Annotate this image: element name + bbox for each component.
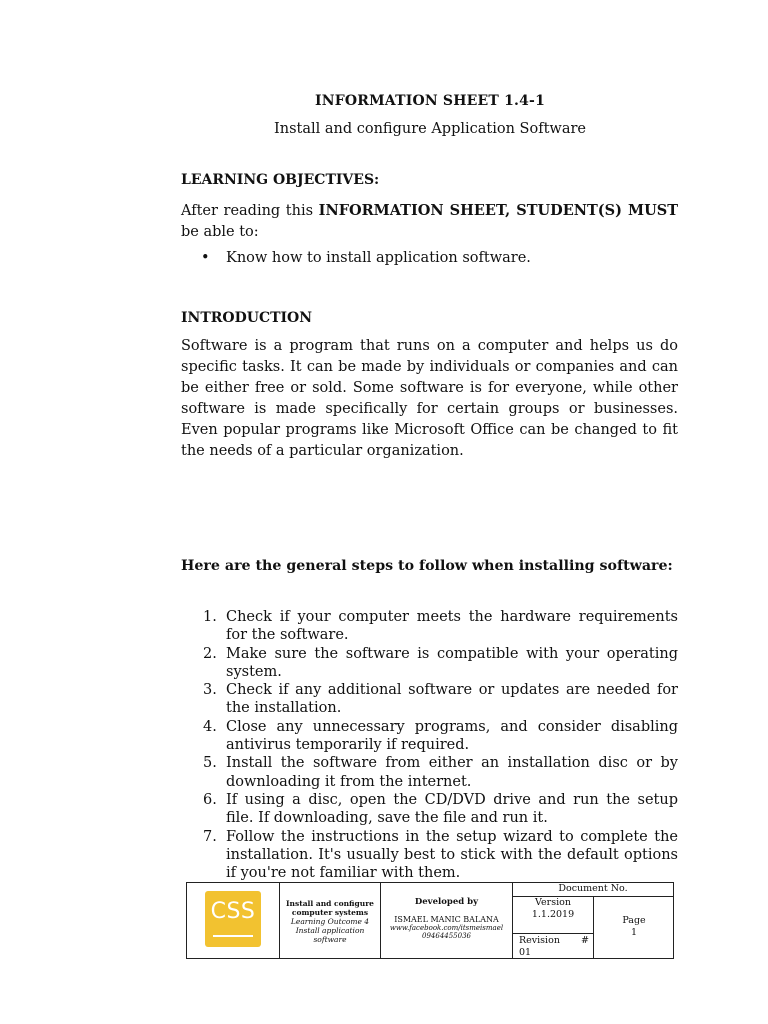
version-value: 1.1.2019 [531, 909, 575, 920]
revision-label-row [519, 935, 591, 947]
revision-cell [519, 935, 591, 959]
list-item [181, 718, 678, 755]
developer-phone: 09464455036 [422, 932, 471, 940]
list-item [181, 791, 678, 828]
document-footer-table [186, 882, 674, 959]
step-text: Close any unnecessary programs, and consider disabling antivirus temporarily if required. [226, 718, 678, 754]
revision-label: Revision [519, 935, 560, 946]
page-number: 1 [630, 927, 638, 938]
step-text: Make sure the software is compatible with your operating system. [226, 645, 678, 680]
sheet-title: INFORMATION SHEET 1.4-1 [314, 93, 546, 109]
objectives-intro-bold: INFORMATION SHEET, STUDENT(S) MUST [318, 202, 678, 219]
developer-url: www.facebook.com/itsmeismael [389, 924, 504, 932]
version-cell [513, 897, 593, 921]
version-label: Version [535, 897, 571, 908]
developer-info [381, 897, 512, 940]
module-title: Install and configure computer systems [286, 899, 374, 917]
css-logo-text: CSS [210, 899, 256, 924]
lo-title: Install application software [295, 926, 365, 944]
bullet-icon: • [201, 250, 210, 266]
list-item [181, 681, 678, 718]
learning-outcome: Learning Outcome 4 [290, 917, 370, 926]
revision-value: 01 [519, 947, 532, 958]
step-number: 4. [203, 718, 217, 735]
step-number: 5. [203, 755, 217, 772]
objectives-intro-suffix: be able to: [181, 224, 259, 240]
objectives-intro [181, 200, 678, 243]
introduction-body: Software is a program that runs on a computer and helps us do specific tasks. It can be made by individuals or companies and can be either free or sold. Some software is for everyone, while other software is made specifically for certain groups or businesses. Even popular programs like Microsoft Office can be changed to fit the needs of a particular organization. [181, 338, 678, 459]
css-logo-underline [213, 935, 253, 937]
step-text: Follow the instructions in the setup wizard to complete the installation. It's usually best to stick with the default options if you're not familiar with them. [226, 828, 678, 882]
step-text: Install the software from either an installation disc or by downloading it from the internet. [226, 755, 678, 790]
footer-row-divider [512, 933, 593, 934]
objective-text: Know how to install application software. [226, 250, 531, 266]
step-number: 7. [203, 828, 217, 845]
list-item [181, 645, 678, 682]
steps-heading: Here are the general steps to follow when installing software: [181, 558, 673, 574]
page-label: Page [622, 915, 646, 926]
list-item [181, 754, 678, 791]
step-number: 6. [203, 791, 217, 808]
document-no-label: Document No. [558, 883, 628, 894]
module-info [282, 899, 378, 944]
step-text: If using a disc, open the CD/DVD drive and run the setup file. If downloading, save the file and run it. [226, 791, 678, 827]
list-item [181, 608, 678, 645]
developed-by-label: Developed by [414, 897, 479, 907]
css-logo [205, 891, 261, 947]
list-item [181, 828, 678, 883]
sheet-subtitle: Install and configure Application Software [274, 121, 586, 137]
step-number: 3. [203, 682, 217, 699]
objectives-intro-prefix: After reading this [181, 203, 319, 219]
step-number: 2. [203, 645, 217, 662]
step-text: Check if your computer meets the hardware requirements for the software. [226, 609, 678, 644]
objectives-heading: LEARNING OBJECTIVES: [181, 172, 380, 188]
footer-divider [279, 883, 280, 958]
developer-name: ISMAEL MANIC BALANA [394, 915, 499, 924]
steps-list [181, 608, 678, 882]
introduction-heading: INTRODUCTION [181, 310, 313, 326]
page-cell [594, 915, 674, 939]
revision-hash: # [581, 935, 589, 946]
step-text: Check if any additional software or updates are needed for the installation. [226, 682, 678, 717]
step-number: 1. [203, 609, 217, 625]
